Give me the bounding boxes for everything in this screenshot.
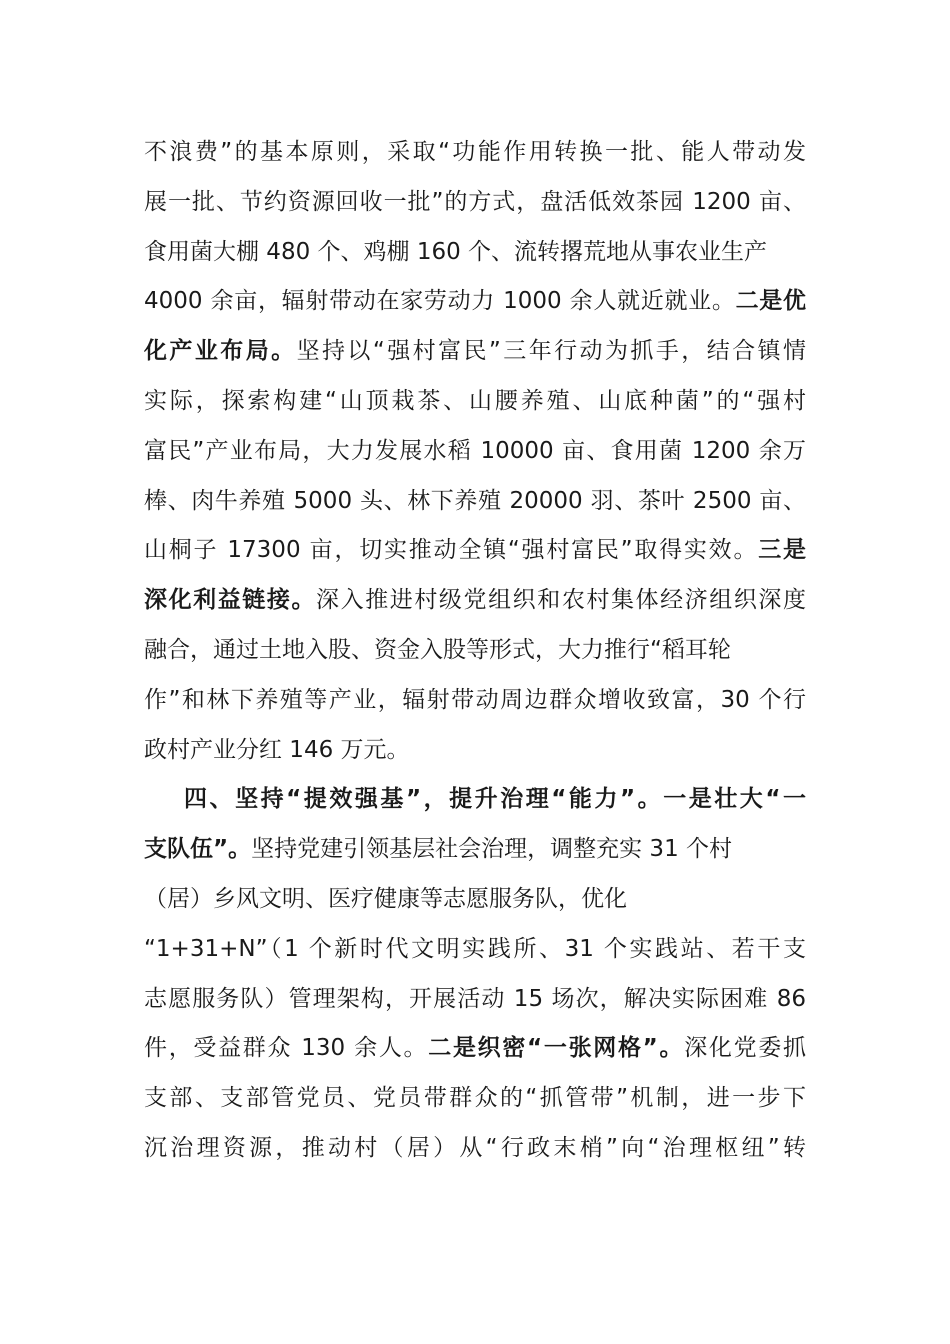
bold-heading-text: 二是织密“一张网格”。: [428, 1035, 685, 1062]
bold-heading-text: 四、坚持“提效强基”，提升治理“能力”。一是壮大“一: [184, 786, 806, 813]
text-line: [144, 377, 806, 427]
text-line: [144, 925, 806, 975]
text-line: [144, 975, 806, 1025]
text-line: [144, 327, 806, 377]
body-text-segment: 政村产业分红 146 万元。: [144, 736, 410, 763]
body-text-segment: 志愿服务队）管理架构，开展活动 15 场次，解决实际困难 86: [144, 985, 806, 1012]
body-text-segment: 富民”产业布局，大力发展水稻 10000 亩、食用菌 1200 余万: [144, 437, 806, 464]
bold-heading-text: 支队伍”。: [144, 836, 252, 863]
body-text: [144, 128, 806, 1174]
body-text-segment: 不浪费”的基本原则，采取“功能作用转换一批、能人带动发: [144, 139, 806, 165]
text-line: [144, 526, 806, 576]
body-text-segment: 支部、支部管党员、党员带群众的“抓管带”机制，进一步下: [144, 1085, 806, 1112]
text-line: [144, 576, 806, 626]
body-text-segment: 食用菌大棚 480 个、鸡棚 160 个、流转撂荒地从事农业生产: [144, 238, 768, 265]
bold-heading-text: 三是: [758, 537, 806, 564]
text-line: [144, 775, 806, 825]
body-text-segment: 沉治理资源，推动村（居）从“行政末梢”向“治理枢纽”转: [144, 1134, 806, 1161]
bold-heading-text: 化产业布局。: [144, 338, 297, 365]
text-line: [144, 477, 806, 527]
bold-heading-text: 二是优: [735, 288, 806, 315]
body-text-segment: 4000 余亩，辐射带动在家劳动力 1000 余人就近就业。: [144, 288, 736, 315]
text-line: [144, 1074, 806, 1124]
body-text-segment: （居）乡风文明、医疗健康等志愿服务队，优化: [144, 885, 627, 912]
body-text-segment: 坚持党建引领基层社会治理，调整充实 31 个村: [251, 836, 733, 863]
text-line: [144, 277, 806, 327]
bold-heading-text: 深化利益链接。: [144, 587, 317, 614]
text-line: [144, 626, 806, 676]
body-text-segment: 实际，探索构建“山顶栽茶、山腰养殖、山底种菌”的“强村: [144, 387, 806, 414]
body-text-segment: “1+31+N”（1 个新时代文明实践所、31 个实践站、若干支: [144, 935, 806, 962]
body-text-segment: 件，受益群众 130 余人。: [144, 1035, 429, 1062]
body-text-segment: 深化党委抓: [684, 1035, 806, 1062]
text-line: [144, 825, 806, 875]
text-line: [144, 178, 806, 228]
text-line: [144, 726, 806, 776]
body-text-segment: 融合，通过土地入股、资金入股等形式，大力推行“稻耳轮: [144, 636, 731, 663]
text-line: [144, 427, 806, 477]
body-text-segment: 山桐子 17300 亩，切实推动全镇“强村富民”取得实效。: [144, 537, 759, 564]
body-text-segment: 展一批、节约资源回收一批”的方式，盘活低效茶园 1200 亩、: [144, 188, 806, 215]
body-text-segment: 坚持以“强村富民”三年行动为抓手，结合镇情: [296, 338, 806, 365]
text-line: [144, 228, 806, 278]
text-line: [144, 128, 806, 178]
text-line: [144, 1124, 806, 1174]
body-text-segment: 棒、肉牛养殖 5000 头、林下养殖 20000 羽、茶叶 2500 亩、: [144, 487, 806, 514]
body-text-segment: 作”和林下养殖等产业，辐射带动周边群众增收致富，30 个行: [144, 686, 806, 713]
body-text-segment: 深入推进村级党组织和农村集体经济组织深度: [316, 587, 806, 614]
text-line: [144, 875, 806, 925]
text-line: [144, 1024, 806, 1074]
text-line: [144, 676, 806, 726]
